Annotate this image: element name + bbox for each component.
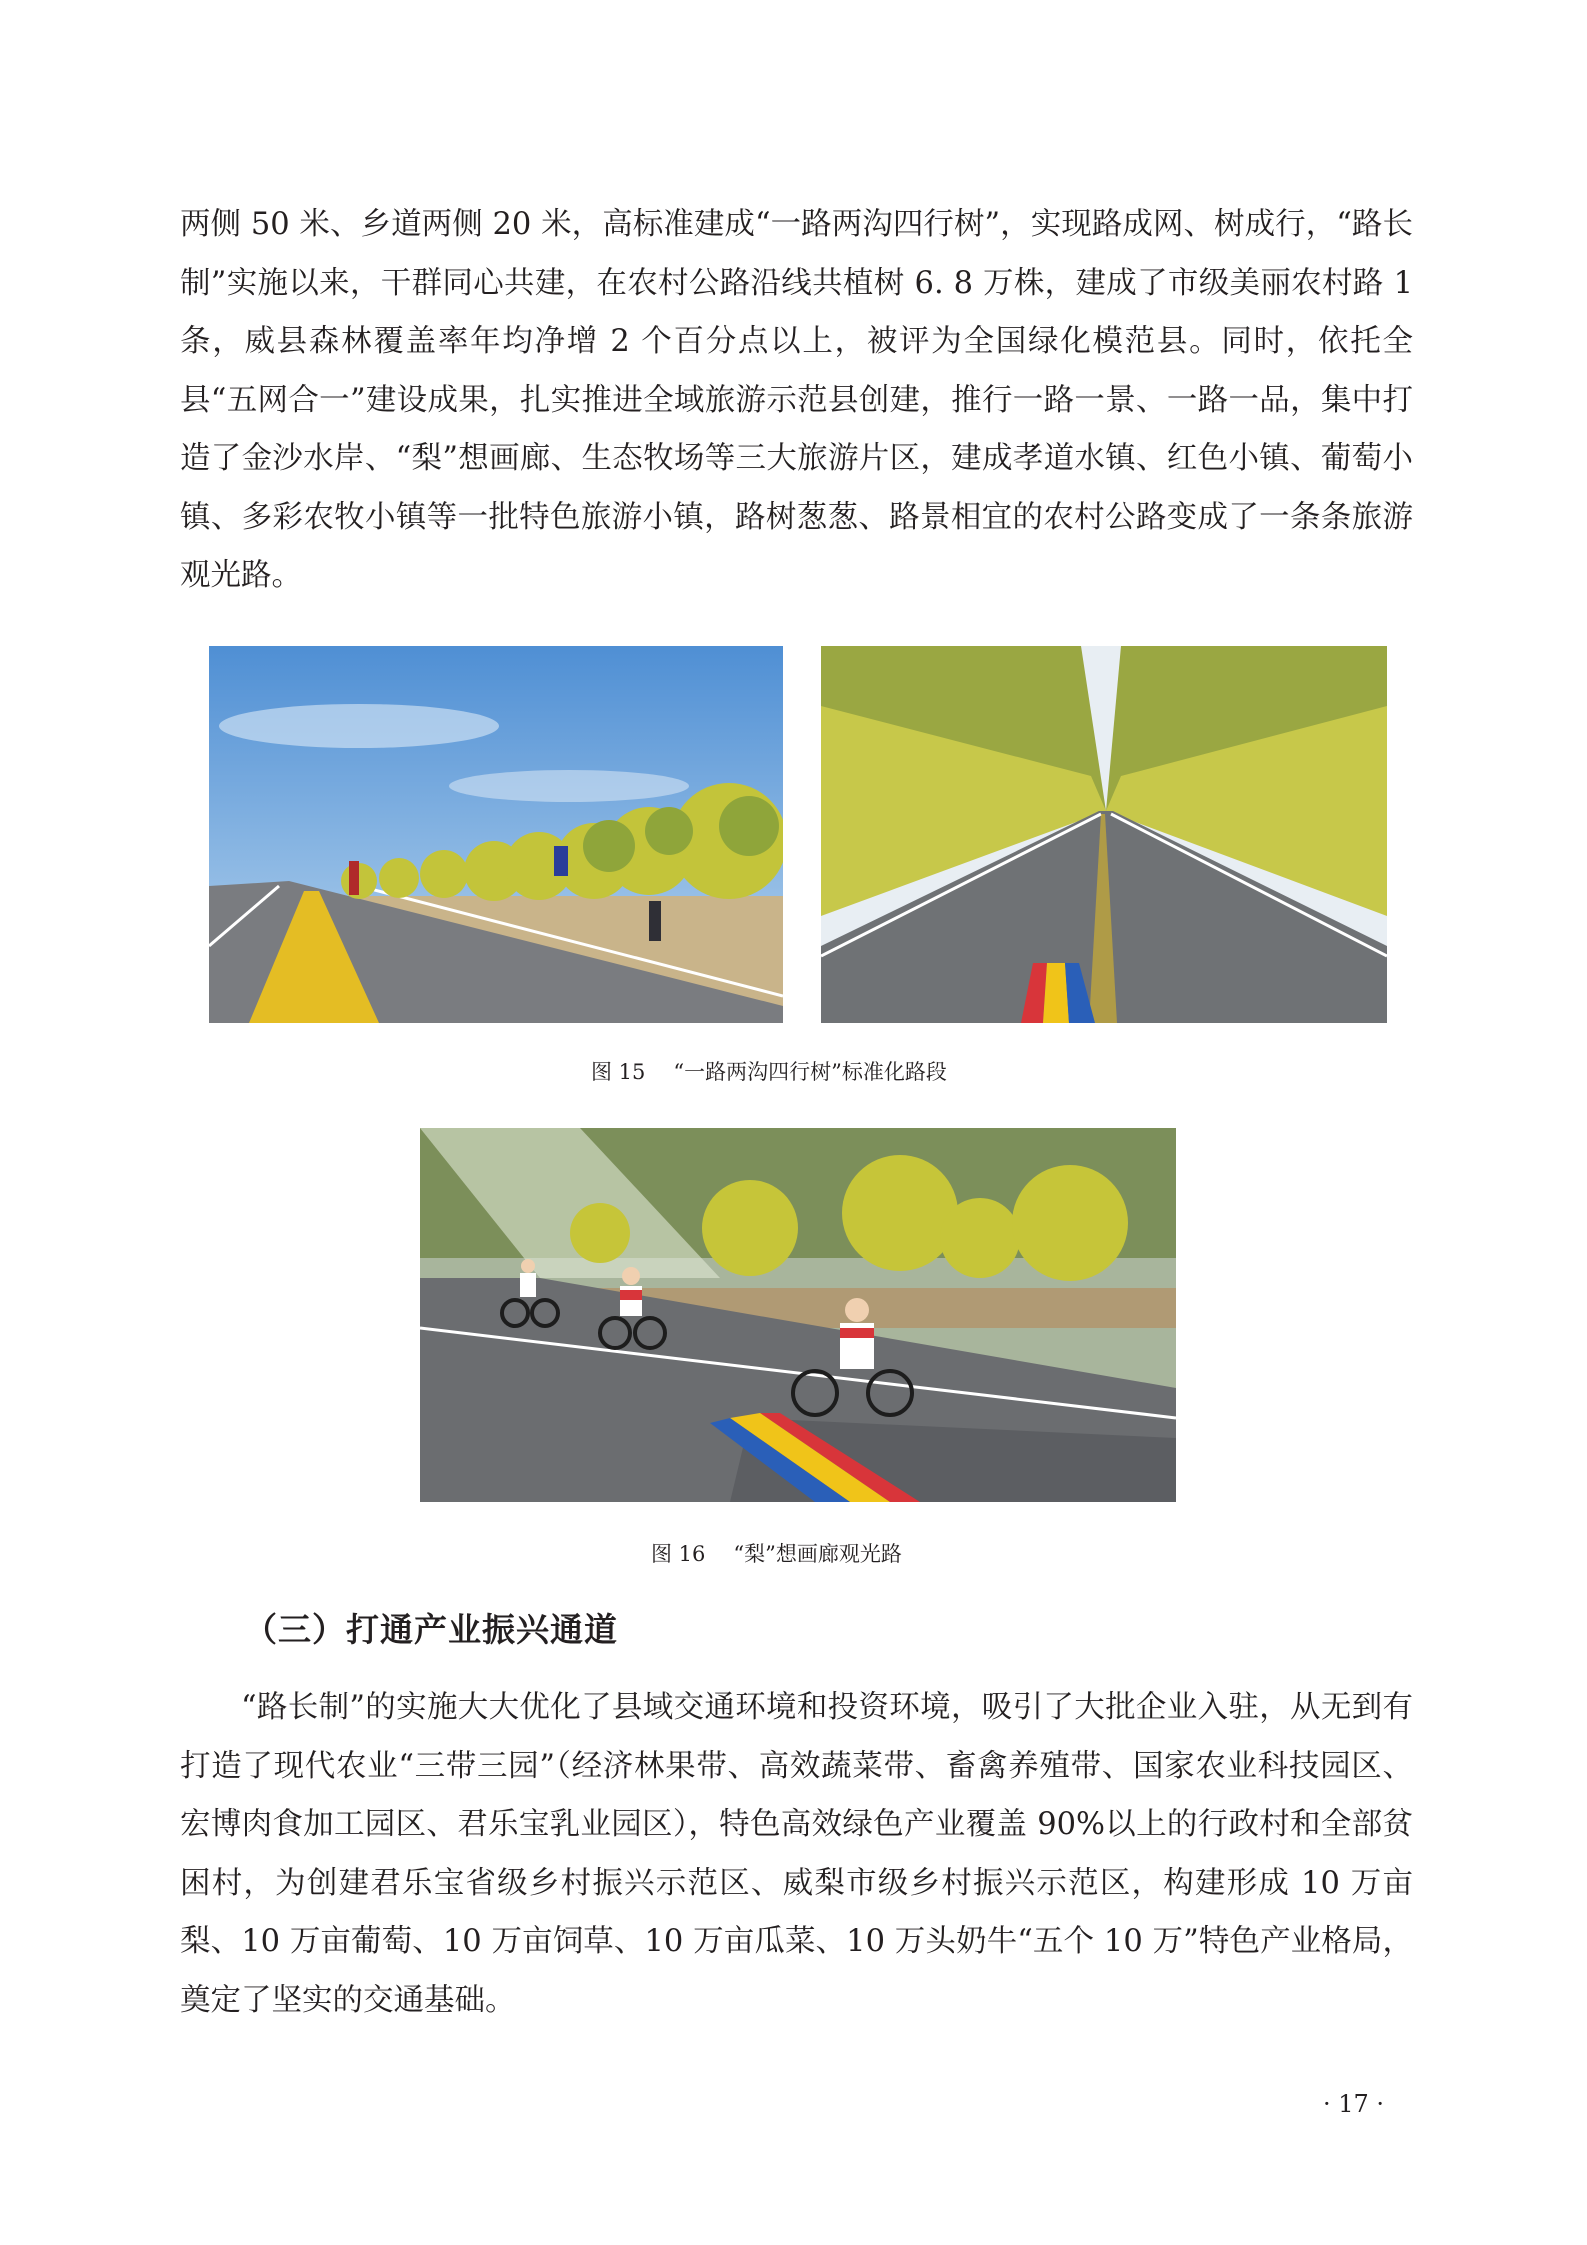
figure-16-number: 图 16 xyxy=(651,1542,706,1566)
body-paragraph-2: “路长制”的实施大大优化了县域交通环境和投资环境，吸引了大批企业入驻，从无到有打造了现代农业“三带三园”（经济林果带、高效蔬菜带、畜禽养殖带、国家农业科技园区、宏博肉食加工园区、君乐宝乳业园区），特色高效绿色产业覆盖 90%以上的行政村和全部贫困村，为创建君乐宝省级乡村振兴示范区、威梨市级乡村振兴示范区，构建形成 10 万亩梨、10 万亩葡萄、10 万亩饲草、10 万亩瓜菜、10 万头奶牛“五个 10 万”特色产业格局，奠定了坚实的交通基础。 xyxy=(180,1690,1413,2018)
figure-16-title: “梨”想画廊观光路 xyxy=(733,1542,902,1566)
body-paragraph-1: 两侧 50 米、乡道两侧 20 米，高标准建成“一路两沟四行树”，实现路成网、树成行，“路长制”实施以来，干群同心共建，在农村公路沿线共植树 6. 8 万株，建成了市级美丽农村路 1 条，威县森林覆盖率年均净增 2 个百分点以上，被评为全国绿化模范县。同时，依托全县“五网合一”建设成果，扎实推进全域旅游示范县创建，推行一路一景、一路一品，集中打造了金沙水岸、“梨”想画廊、生态牧场等三大旅游片区，建成孝道水镇、红色小镇、葡萄小镇、多彩农牧小镇等一批特色旅游小镇，路树葱葱、路景相宜的农村公路变成了一条条旅游观光路。 xyxy=(180,207,1413,593)
figure-15-photo-left xyxy=(209,646,783,1023)
figure-16-photo xyxy=(420,1128,1176,1502)
page-number: · 17 · xyxy=(1323,2090,1385,2118)
figure-15-photo-right xyxy=(821,646,1387,1023)
figure-15-title: “一路两沟四行树”标准化路段 xyxy=(673,1060,947,1084)
figure-15-caption xyxy=(591,1056,947,1086)
section-heading: （三）打通产业振兴通道 xyxy=(244,1610,618,1649)
figure-16-caption xyxy=(651,1538,902,1568)
figure-15-number: 图 15 xyxy=(591,1060,646,1084)
